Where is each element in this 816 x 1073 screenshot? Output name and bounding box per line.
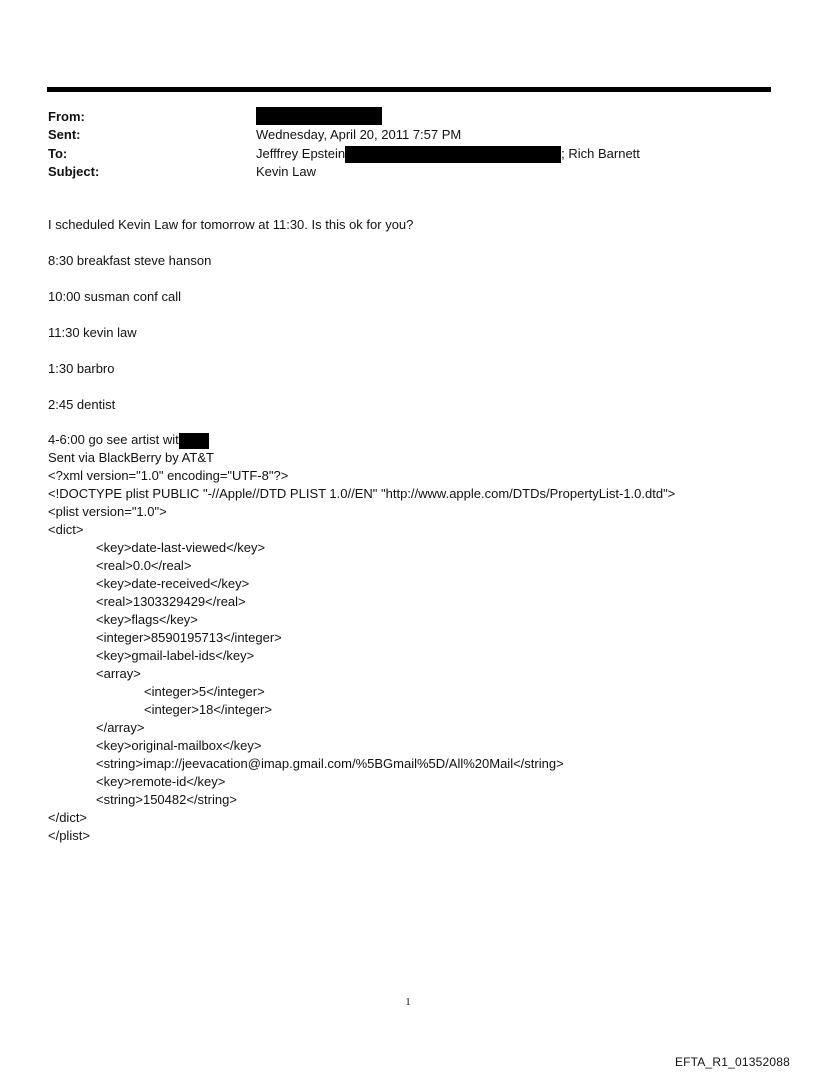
xml-line: <integer>5</integer> [144, 684, 265, 699]
subject-value: Kevin Law [256, 164, 316, 179]
schedule-item: 10:00 susman conf call [48, 289, 181, 304]
schedule-item: 8:30 breakfast steve hanson [48, 253, 212, 268]
redaction-bar [256, 107, 382, 125]
xml-line: <key>flags</key> [96, 612, 198, 627]
xml-line: <string>150482</string> [96, 792, 237, 807]
xml-line: <key>original-mailbox</key> [96, 738, 262, 753]
sent-value: Wednesday, April 20, 2011 7:57 PM [256, 127, 462, 142]
from-value [256, 106, 382, 125]
signature: Sent via BlackBerry by AT&T [48, 450, 214, 465]
xml-line: </dict> [48, 810, 88, 825]
body-intro: I scheduled Kevin Law for tomorrow at 11:30. Is this ok for you? [48, 217, 414, 232]
xml-line: <string>imap://jeevacation@imap.gmail.com/%5BGmail%5D/All%20Mail</string> [96, 756, 564, 771]
xml-line: <key>gmail-label-ids</key> [96, 648, 255, 663]
xml-line: </plist> [48, 828, 90, 843]
page-number: 1 [405, 996, 411, 1008]
from-label: From: [48, 109, 85, 124]
to-value [256, 145, 640, 163]
schedule-item-last [48, 431, 209, 449]
xml-line: <!DOCTYPE plist PUBLIC "-//Apple//DTD PLIST 1.0//EN" "http://www.apple.com/DTDs/PropertyList-1.0.dtd"> [48, 486, 676, 501]
plist-xml [48, 467, 675, 845]
to-recipient-tail: ; Rich Barnett [561, 146, 640, 161]
xml-line: <real>1303329429</real> [96, 594, 246, 609]
subject-label: Subject: [48, 164, 100, 179]
to-label: To: [48, 146, 68, 161]
redaction-bar [345, 146, 561, 163]
schedule-item-text: 4-6:00 go see artist wit [48, 432, 179, 447]
xml-line: <integer>18</integer> [144, 702, 272, 717]
xml-line: <key>remote-id</key> [96, 774, 226, 789]
redaction-bar [179, 433, 209, 449]
bates-number: EFTA_R1_01352088 [674, 1055, 790, 1069]
schedule-item: 1:30 barbro [48, 361, 115, 376]
xml-line: <real>0.0</real> [96, 558, 192, 573]
xml-line: <plist version="1.0"> [48, 504, 167, 519]
xml-line: <?xml version="1.0" encoding="UTF-8"?> [48, 468, 289, 483]
xml-line: <key>date-last-viewed</key> [96, 540, 266, 555]
xml-line: </array> [96, 720, 145, 735]
schedule-item: 11:30 kevin law [48, 325, 137, 340]
schedule-item: 2:45 dentist [48, 397, 116, 412]
xml-line: <key>date-received</key> [96, 576, 250, 591]
to-recipient-name: Jefffrey Epstein [256, 146, 346, 161]
sent-label: Sent: [48, 127, 81, 142]
header-rule [47, 87, 771, 92]
xml-line: <dict> [48, 522, 84, 537]
xml-line: <integer>8590195713</integer> [96, 630, 282, 645]
xml-line: <array> [96, 666, 141, 681]
